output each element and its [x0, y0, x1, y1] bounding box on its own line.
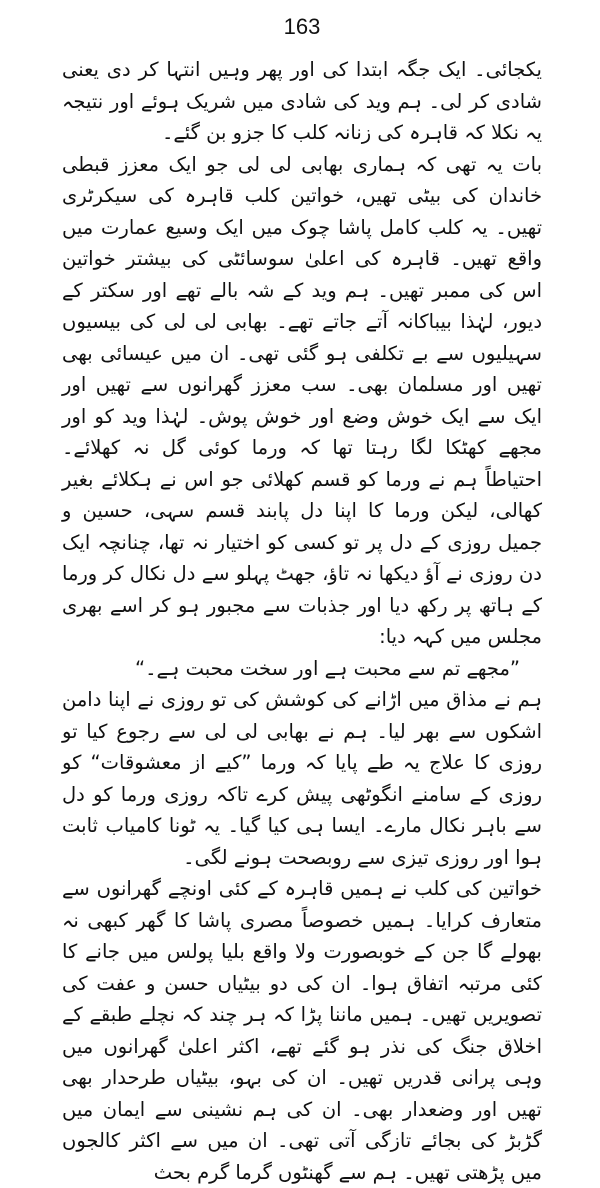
page-number: 163: [283, 14, 321, 39]
paragraph-5: خواتین کی کلب نے ہمیں قاہرہ کے کئی اونچے گھرانوں سے متعارف کرایا۔ ہمیں خصوصاً مصری پاشا کا گھر کبھی نہ بھولے گا جن کے خوبصورت ولا واقع بلیا پولس میں جانے کا کئی مرتبہ اتفاق ہوا۔ ان کی دو بیٹیاں حسن و عفت کی تصویریں تھیں۔ ہمیں ماننا پڑا کہ ہر چند کہ نچلے طبقے کے اخلاق جنگ کی نذر ہو گئے تھے، اکثر اعلیٰ گھرانوں میں وہی پرانی قدریں تھیں۔ ان کی بہو، بیٹیاں طرحدار بھی تھیں اور وضعدار بھی۔ ان کی ہم نشینی سے ایمان میں گڑبڑ کی بجائے تازگی آتی تھی۔ ان میں سے اکثر کالجوں میں پڑھتی تھیں۔ ہم سے گھنٹوں گرما گرم بحث: [62, 877, 542, 1184]
quoted-line: ”مجھے تم سے محبت ہے اور سخت محبت ہے۔“: [135, 656, 520, 680]
paragraph-2: بات یہ تھی کہ ہماری بھابی لی لی جو ایک معزز قبطی خاندان کی بیٹی تھیں، خواتین کلب قاہرہ کی سیکرٹری تھیں۔ یہ کلب کامل پاشا چوک میں ایک وسیع عمارت میں واقع تھیں۔ قاہرہ کی اعلیٰ سوسائٹی کی بیشتر خواتین اس کی ممبر تھیں۔ ہم وید کے شہ بالے تھے اور سکتر کے دیور، لہٰذا بیباکانہ آتے جاتے تھے۔ بھابی لی لی کی بیسیوں سہیلیوں سے بے تکلفی ہو گئی تھی۔ ان میں عیسائی بھی تھیں اور مسلمان بھی۔ سب معزز گھرانوں سے تھیں اور ایک سے ایک خوش وضع اور خوش پوش۔ لہٰذا وید کو اور مجھے کھٹکا لگا رہتا تھا کہ ورما کوئی گل نہ کھلائے۔ احتیاطاً ہم نے ورما کو قسم کھلائی جو اس نے ہکلائے بغیر کھالی، لیکن ورما کا اپنا دل پابند قسم سہی، حسین و جمیل روزی کے دل پر تو کسی کو اختیار نہ تھا، چنانچہ ایک دن روزی نے آؤ دیکھا نہ تاؤ، جھٹ پہلو سے دل نکال کر ورما کے ہاتھ پر رکھ دیا اور جذبات سے مجبور ہو کر اسے بھری مجلس میں کہہ دیا:: [62, 152, 542, 648]
paragraph-4: ہم نے مذاق میں اڑانے کی کوشش کی تو روزی نے اپنا دامن اشکوں سے بھر لیا۔ ہم نے بھابی لی لی سے رجوع کیا تو روزی کا علاج یہ طے پایا کہ ورما ”کیے از معشوقات“ کو روزی کے سامنے انگوٹھی پیش کرے تاکہ روزی ورما کو دل سے باہر نکال مارے۔ ایسا ہی کیا گیا۔ یہ ٹونا کامیاب ثابت ہوا اور روزی تیزی سے روبصحت ہونے لگی۔: [62, 688, 542, 869]
paragraph-1: یکجائی۔ ایک جگہ ابتدا کی اور پھر وہیں انتہا کر دی یعنی شادی کر لی۔ ہم وید کی شادی میں شریک ہوئے اور نتیجہ یہ نکلا کہ قاہرہ کی زنانہ کلب کا جزو بن گئے۔: [62, 58, 542, 144]
body-text: [62, 54, 542, 1188]
